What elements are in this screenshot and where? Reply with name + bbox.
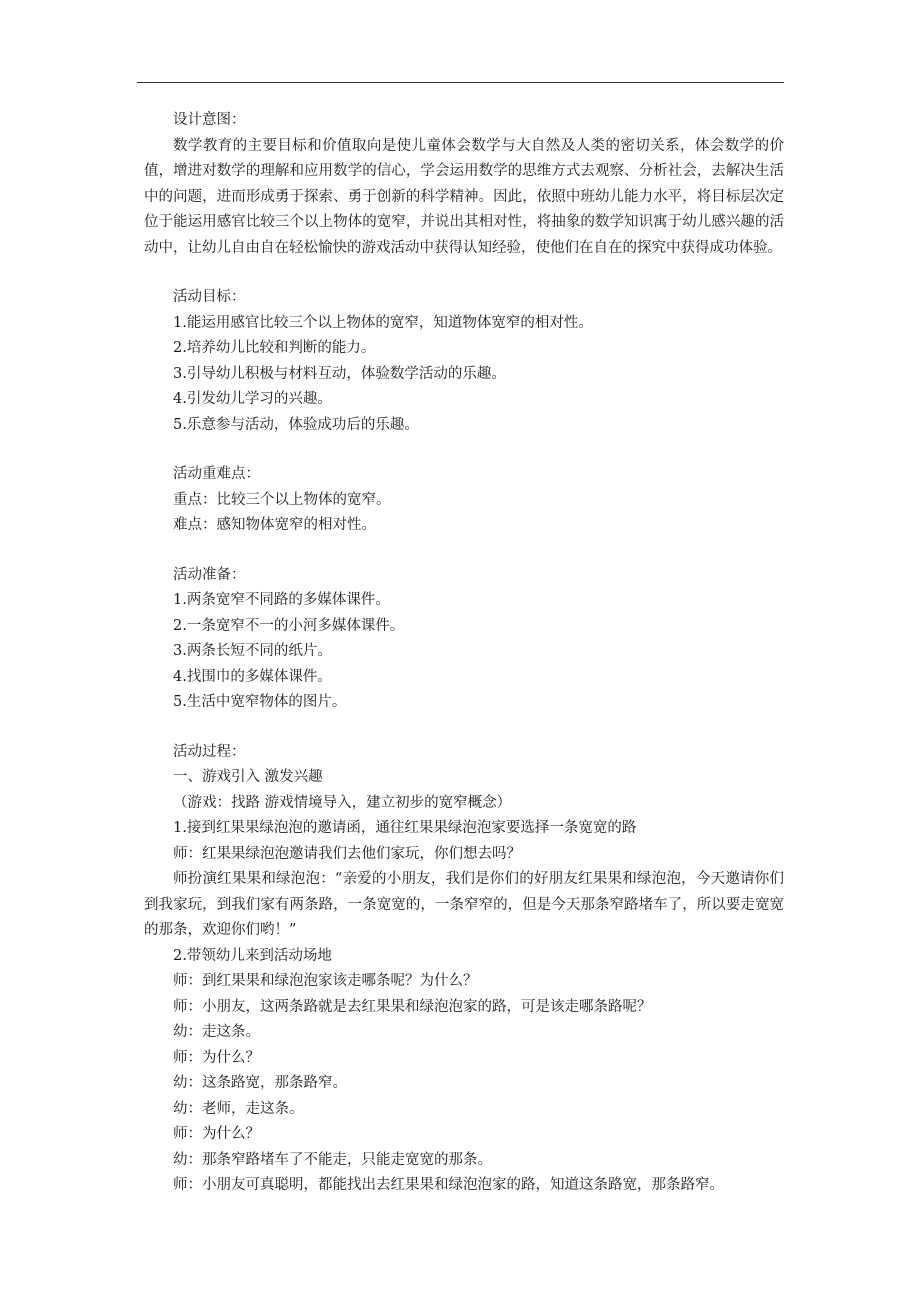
goals-heading: 活动目标：	[173, 289, 246, 305]
goal-item: 3.引导幼儿积极与材料互动，体验数学活动的乐趣。	[173, 365, 506, 382]
goal-item: 5.乐意参与活动，体验成功后的乐趣。	[173, 416, 419, 433]
process-line: 幼：走这条。	[173, 1024, 260, 1040]
process-line: 师：为什么？	[173, 1126, 260, 1142]
goal-item: 4.引发幼儿学习的兴趣。	[173, 391, 332, 407]
process-line: 师扮演红果果和绿泡泡：“亲爱的小朋友，我们是你们的好朋友红果果和绿泡泡，今天邀请你们到我家玩，到我们家有两条路，一条宽宽的，一条窄窄的，但是今天那条窄路堵车了，所以要走宽宽的那条，欢迎你们哟！”	[144, 871, 784, 938]
document-body	[144, 108, 784, 1199]
process-line: 师：小朋友，这两条路就是去红果果和绿泡泡家的路，可是该走哪条路呢？	[173, 998, 652, 1015]
goal-item: 1.能运用感官比较三个以上物体的宽窄，知道物体宽窄的相对性。	[173, 314, 593, 331]
process-line: 师：到红果果和绿泡泡家该走哪条呢？为什么？	[173, 973, 478, 989]
design-intent-heading: 设计意图：	[173, 112, 246, 128]
process-line: 幼：这条路宽，那条路窄。	[173, 1075, 347, 1091]
preparation-item: 1.两条宽窄不同路的多媒体课件。	[173, 592, 390, 608]
header-rule	[137, 82, 784, 83]
preparation-item: 4.找围巾的多媒体课件。	[173, 668, 332, 685]
preparation-heading: 活动准备：	[173, 566, 246, 583]
process-line: 师：红果果绿泡泡邀请我们去他们家玩，你们想去吗？	[173, 845, 521, 862]
process-line: 1.接到红果果绿泡泡的邀请函，通往红果果绿泡泡家要选择一条宽宽的路	[173, 820, 637, 836]
preparation-item: 2.一条宽窄不一的小河多媒体课件。	[173, 617, 405, 634]
key-points-heading: 活动重难点：	[173, 466, 260, 482]
process-line: 2.带领幼儿来到活动场地	[173, 947, 332, 964]
process-line: 师：为什么？	[173, 1049, 260, 1066]
process-heading: 活动过程：	[173, 743, 246, 760]
process-line: 师：小朋友可真聪明，都能找出去红果果和绿泡泡家的路，知道这条路宽，那条路窄。	[173, 1177, 724, 1193]
process-line: 幼：老师，走这条。	[173, 1100, 304, 1117]
key-point-item: 重点：比较三个以上物体的宽窄。	[173, 491, 391, 508]
process-line: 一、游戏引入 激发兴趣	[173, 769, 323, 785]
process-line: 幼：那条窄路堵车了不能走，只能走宽宽的那条。	[173, 1151, 492, 1168]
preparation-item: 3.两条长短不同的纸片。	[173, 643, 332, 659]
design-intent-paragraph: 数学教育的主要目标和价值取向是使儿童体会数学与大自然及人类的密切关系，体会数学的价值，增进对数学的理解和应用数学的信心，学会运用数学的思维方式去观察、分析社会，去解决生活中的问题，进而形成勇于探索、勇于创新的科学精神。因此，依照中班幼儿能力水平，将目标层次定位于能运用感官比较三个以上物体的宽窄，并说出其相对性，将抽象的数学知识寓于幼儿感兴趣的活动中，让幼儿自由自在轻松愉快的游戏活动中获得认知经验，使他们在自在的探究中获得成功体验。	[144, 137, 784, 256]
preparation-item: 5.生活中宽窄物体的图片。	[173, 694, 347, 710]
key-point-item: 难点：感知物体宽窄的相对性。	[173, 517, 376, 533]
goal-item: 2.培养幼儿比较和判断的能力。	[173, 340, 376, 356]
process-line: （游戏：找路 游戏情境导入，建立初步的宽窄概念）	[173, 794, 512, 811]
